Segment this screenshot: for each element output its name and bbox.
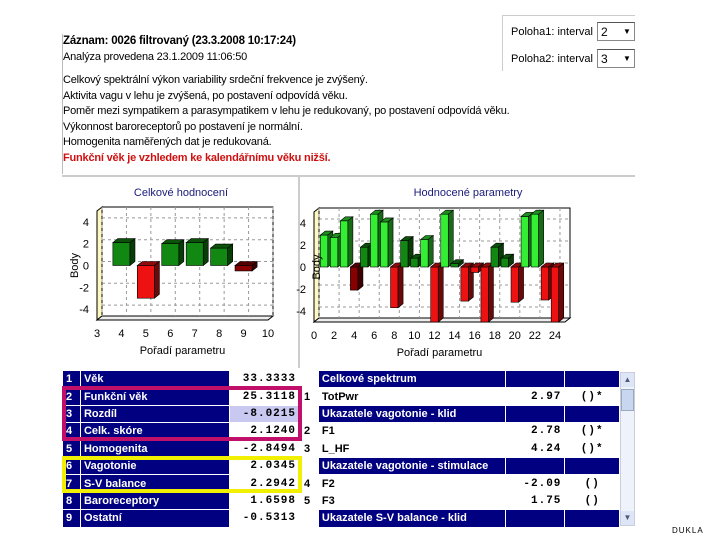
x-tick-label: 20 bbox=[508, 330, 521, 342]
table-row[interactable] bbox=[63, 457, 300, 474]
row-name: Homogenita bbox=[80, 440, 229, 457]
bar-front bbox=[431, 267, 439, 322]
bar bbox=[162, 240, 184, 266]
x-tick-label: 12 bbox=[428, 330, 441, 342]
scroll-thumb[interactable] bbox=[621, 389, 634, 411]
section-header-row[interactable] bbox=[301, 510, 620, 527]
row-name: TotPwr bbox=[318, 388, 505, 405]
overall-evaluation-chart bbox=[62, 175, 300, 368]
x-tick-label: 3 bbox=[93, 328, 101, 340]
bar-front bbox=[113, 243, 130, 266]
row-number: 5 bbox=[301, 492, 319, 509]
row-number: 2 bbox=[301, 423, 319, 440]
bar-front bbox=[350, 267, 358, 290]
table-row[interactable] bbox=[63, 510, 300, 527]
table-row[interactable] bbox=[301, 475, 620, 492]
table-row[interactable] bbox=[63, 405, 300, 422]
y-tick-label: 0 bbox=[82, 260, 89, 273]
x-tick-label: 18 bbox=[488, 330, 501, 342]
row-name: Ostatní bbox=[80, 510, 229, 527]
x-tick-label: 5 bbox=[142, 328, 149, 340]
section-header-row[interactable] bbox=[301, 457, 620, 474]
row-value: 4.24 bbox=[505, 440, 565, 457]
x-tick-label: 10 bbox=[408, 330, 421, 342]
y-tick-label: -2 bbox=[79, 282, 89, 295]
bar-front bbox=[441, 214, 449, 267]
y-tick-label: -2 bbox=[296, 284, 306, 296]
bar-side bbox=[130, 239, 135, 266]
poloha1-value: 2 bbox=[600, 24, 608, 39]
bar-front bbox=[370, 214, 378, 267]
row-value: 1.75 bbox=[505, 492, 565, 509]
chart-svg bbox=[62, 177, 300, 368]
poloha1-label: Poloha1: interval bbox=[511, 25, 593, 38]
record-title: Záznam: 0026 filtrovaný (23.3.2008 10:17:24) bbox=[63, 35, 296, 47]
row-number: 3 bbox=[63, 405, 81, 422]
bar-front bbox=[451, 264, 459, 267]
y-tick-label: -4 bbox=[296, 306, 306, 318]
bar bbox=[441, 210, 454, 267]
bar-front bbox=[421, 240, 429, 268]
table-row[interactable] bbox=[301, 388, 620, 405]
bar-front bbox=[401, 241, 409, 267]
x-axis-label: Pořadí parametru bbox=[396, 347, 483, 359]
record-info-panel bbox=[62, 34, 510, 174]
bar-front bbox=[521, 216, 529, 267]
finding-line: Poměr mezi sympatikem a parasympatikem v lehu je redukovaný, po postavení odpovídá věku. bbox=[63, 105, 510, 117]
bar-side bbox=[348, 217, 353, 267]
row-number: 2 bbox=[63, 388, 81, 405]
row-name: Funkční věk bbox=[80, 388, 229, 405]
row-number bbox=[301, 457, 319, 474]
bar-side bbox=[539, 210, 544, 267]
table-row[interactable] bbox=[301, 440, 620, 457]
chevron-down-icon: ▼ bbox=[623, 27, 631, 36]
row-name: Celkové spektrum bbox=[318, 371, 505, 388]
chart-title: Celkové hodnocení bbox=[133, 187, 229, 199]
bar-side bbox=[203, 239, 208, 266]
finding-line: Celkový spektrální výkon variability srdeční frekvence je zvýšený. bbox=[63, 74, 368, 86]
table-row[interactable] bbox=[63, 371, 300, 388]
row-value: 2.0345 bbox=[230, 457, 300, 474]
row-value: -2.8494 bbox=[230, 440, 300, 457]
row-name: L_HF bbox=[318, 440, 505, 457]
row-number: 8 bbox=[63, 492, 81, 509]
row-number: 9 bbox=[63, 510, 81, 527]
bar bbox=[391, 263, 404, 308]
bar-side bbox=[228, 244, 233, 265]
row-value bbox=[505, 510, 565, 527]
bar-front bbox=[360, 247, 368, 267]
poloha2-value: 3 bbox=[600, 51, 608, 66]
bar-front bbox=[531, 214, 539, 267]
scroll-up-icon[interactable]: ▲ bbox=[621, 373, 634, 387]
x-tick-label: 16 bbox=[468, 330, 481, 342]
row-number: 1 bbox=[301, 388, 319, 405]
bar bbox=[235, 262, 257, 271]
section-header-row[interactable] bbox=[301, 371, 620, 388]
row-name: Celk. skóre bbox=[80, 423, 229, 440]
row-value: -8.0215 bbox=[230, 405, 300, 422]
row-name: F2 bbox=[318, 475, 505, 492]
x-tick-label: 4 bbox=[351, 330, 358, 342]
row-value: -0.5313 bbox=[230, 510, 300, 527]
row-number: 7 bbox=[63, 475, 81, 492]
row-value: 2.97 bbox=[505, 388, 565, 405]
x-tick-label: 14 bbox=[448, 330, 461, 342]
x-tick-label: 8 bbox=[216, 328, 223, 340]
row-number: 4 bbox=[301, 475, 319, 492]
poloha2-select[interactable] bbox=[597, 49, 635, 68]
floor bbox=[97, 316, 273, 320]
row-flag bbox=[565, 371, 620, 388]
bar-front bbox=[340, 221, 348, 267]
x-tick-label: 4 bbox=[118, 328, 125, 340]
bar bbox=[531, 210, 544, 267]
analysis-date: Analýza provedena 23.1.2009 11:06:50 bbox=[63, 50, 248, 63]
table-row[interactable] bbox=[63, 423, 300, 440]
bar-side bbox=[398, 263, 403, 308]
bar-front bbox=[211, 248, 228, 265]
bar-side bbox=[438, 263, 443, 322]
row-flag: ()* bbox=[565, 423, 620, 440]
row-number: 6 bbox=[63, 457, 81, 474]
x-tick-label: 2 bbox=[331, 330, 338, 342]
bar bbox=[381, 218, 394, 267]
scrollbar[interactable] bbox=[620, 372, 635, 526]
conclusion: Funkční věk je vzhledem ke kalendářnímu věku nižší. bbox=[63, 151, 331, 164]
table-row[interactable] bbox=[301, 492, 620, 509]
row-name: Ukazatele vagotonie - klid bbox=[318, 405, 505, 422]
y-tick-label: 0 bbox=[299, 262, 306, 274]
y-tick-label: -4 bbox=[79, 304, 89, 317]
bar-front bbox=[137, 266, 154, 299]
finding-line: Aktivita vagu v lehu je zvýšená, po postavení odpovídá věku. bbox=[63, 89, 348, 102]
row-number bbox=[301, 510, 319, 527]
x-tick-label: 10 bbox=[261, 328, 275, 340]
bar bbox=[431, 263, 444, 322]
bar-front bbox=[461, 267, 469, 301]
bar-side bbox=[388, 218, 393, 267]
bar-front bbox=[186, 243, 203, 266]
bar-side bbox=[428, 236, 433, 268]
table-row[interactable] bbox=[63, 492, 300, 509]
interval-panel bbox=[502, 15, 635, 71]
row-flag: ()* bbox=[565, 388, 620, 405]
row-value: 33.3333 bbox=[230, 371, 300, 388]
row-flag: () bbox=[565, 492, 620, 509]
evaluated-parameters-chart bbox=[296, 175, 635, 368]
y-tick-label: 4 bbox=[299, 218, 306, 230]
y-tick-label: 2 bbox=[82, 238, 89, 251]
row-value: 2.1240 bbox=[230, 423, 300, 440]
bar-front bbox=[491, 247, 499, 267]
x-tick-label: 0 bbox=[310, 330, 318, 342]
bar-front bbox=[471, 267, 479, 273]
row-name: S-V balance bbox=[80, 475, 229, 492]
row-name: Ukazatele vagotonie - stimulace bbox=[318, 457, 505, 474]
bar-front bbox=[235, 266, 252, 271]
table-row[interactable] bbox=[63, 475, 300, 492]
x-tick-label: 7 bbox=[191, 328, 198, 340]
section-header-row[interactable] bbox=[301, 405, 620, 422]
row-value bbox=[505, 457, 565, 474]
parameters-table bbox=[300, 370, 620, 528]
row-number bbox=[301, 405, 319, 422]
bar bbox=[113, 239, 135, 266]
bar-front bbox=[511, 267, 519, 302]
bar-front bbox=[541, 267, 549, 300]
bar bbox=[551, 263, 564, 322]
bar-side bbox=[154, 262, 159, 299]
bar-front bbox=[411, 258, 419, 267]
poloha2-label: Poloha2: interval bbox=[511, 52, 593, 65]
bar bbox=[511, 263, 524, 302]
row-number: 1 bbox=[63, 371, 81, 388]
scroll-down-icon[interactable]: ▼ bbox=[621, 511, 634, 525]
x-tick-label: 24 bbox=[548, 330, 562, 342]
row-name: Rozdíl bbox=[80, 405, 229, 422]
table-row[interactable] bbox=[63, 388, 300, 405]
bar-front bbox=[330, 237, 338, 267]
bar bbox=[340, 217, 353, 267]
x-tick-label: 6 bbox=[371, 330, 378, 342]
side-wall bbox=[97, 207, 102, 320]
row-number: 5 bbox=[63, 440, 81, 457]
x-tick-label: 9 bbox=[240, 328, 247, 340]
row-name: F1 bbox=[318, 423, 505, 440]
row-name: Ukazatele S-V balance - klid bbox=[318, 510, 505, 527]
row-value: 25.3118 bbox=[230, 388, 300, 405]
row-flag bbox=[565, 405, 620, 422]
finding-line: Homogenita naměřených dat je redukovaná. bbox=[63, 136, 272, 148]
row-value: 2.78 bbox=[505, 423, 565, 440]
table-row[interactable] bbox=[301, 423, 620, 440]
poloha1-select[interactable] bbox=[597, 22, 635, 41]
bar bbox=[137, 262, 159, 299]
bar bbox=[481, 263, 494, 322]
y-axis-label: Body bbox=[311, 254, 323, 280]
bar-side bbox=[559, 263, 564, 322]
bar-front bbox=[481, 267, 489, 322]
row-flag bbox=[565, 510, 620, 527]
bar bbox=[421, 236, 434, 268]
bar-front bbox=[501, 258, 509, 267]
row-value: 2.2942 bbox=[230, 475, 300, 492]
bar-side bbox=[519, 263, 524, 302]
row-name: Baroreceptory bbox=[80, 492, 229, 509]
row-value: -2.09 bbox=[505, 475, 565, 492]
y-tick-label: 4 bbox=[82, 216, 89, 229]
row-value bbox=[505, 371, 565, 388]
bar-front bbox=[381, 222, 389, 267]
chart-title: Hodnocené parametry bbox=[413, 187, 523, 199]
row-name: F3 bbox=[318, 492, 505, 509]
summary-table bbox=[62, 370, 300, 528]
row-name: Vagotonie bbox=[80, 457, 229, 474]
bar bbox=[186, 239, 208, 266]
row-flag: ()* bbox=[565, 440, 620, 457]
x-tick-label: 8 bbox=[391, 330, 398, 342]
chevron-down-icon: ▼ bbox=[623, 54, 631, 63]
row-flag bbox=[565, 457, 620, 474]
row-value bbox=[505, 405, 565, 422]
bar-side bbox=[488, 263, 493, 322]
y-axis-label: Body bbox=[69, 252, 81, 279]
bar-front bbox=[162, 244, 179, 266]
bar-front bbox=[391, 267, 399, 308]
row-name: Věk bbox=[80, 371, 229, 388]
row-number bbox=[301, 371, 319, 388]
bar-side bbox=[179, 240, 184, 266]
finding-line: Výkonnost baroreceptorů po postavení je normální. bbox=[63, 120, 303, 133]
row-number: 4 bbox=[63, 423, 81, 440]
chart-svg bbox=[296, 177, 635, 368]
row-flag: () bbox=[565, 475, 620, 492]
row-number: 3 bbox=[301, 440, 319, 457]
table-row[interactable] bbox=[63, 440, 300, 457]
x-tick-label: 6 bbox=[167, 328, 174, 340]
x-tick-label: 22 bbox=[528, 330, 542, 342]
y-tick-label: 2 bbox=[299, 240, 306, 252]
dukla-logo: DUKLA bbox=[672, 526, 704, 535]
bar-front bbox=[551, 267, 559, 322]
bar-side bbox=[448, 210, 453, 267]
x-axis-label: Pořadí parametru bbox=[139, 345, 226, 357]
bar bbox=[211, 244, 233, 265]
row-value: 1.6598 bbox=[230, 492, 300, 509]
